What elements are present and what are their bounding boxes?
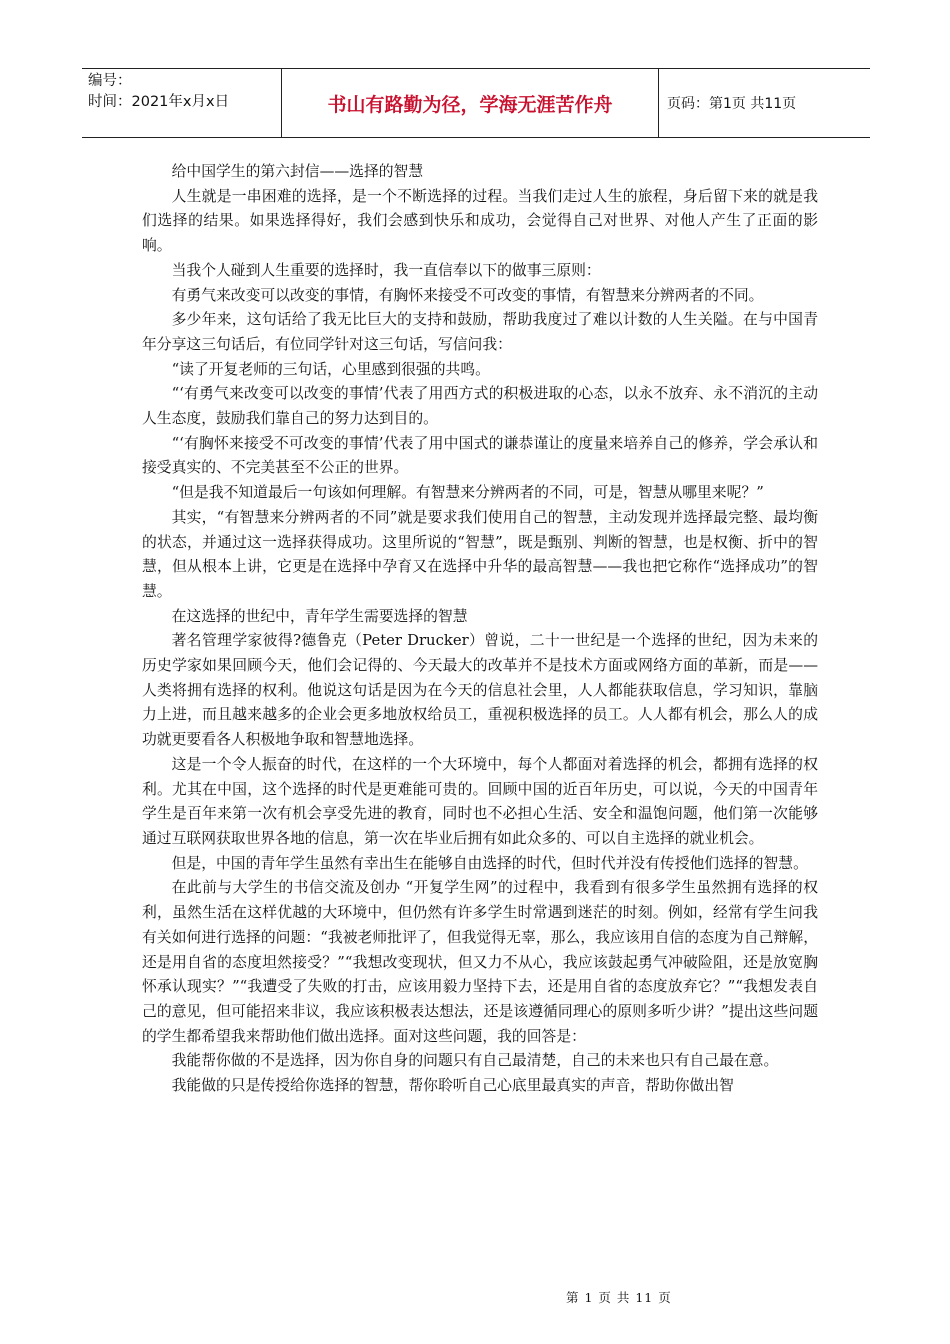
header-meta-cell <box>82 69 282 137</box>
paragraph: 多少年来，这句话给了我无比巨大的支持和鼓励，帮助我度过了难以计数的人生关隘。在与中国青年分享这三句话后，有位同学针对这三句话，写信问我： <box>142 311 818 353</box>
paragraph: “‘有勇气来改变可以改变的事情’代表了用西方式的积极进取的心态，以永不放弃、永不消沉的主动人生态度，鼓励我们靠自己的努力达到目的。 <box>142 385 818 428</box>
paragraph: 其实，“有智慧来分辨两者的不同”就是要求我们使用自己的智慧，主动发现并选择最完整、最均衡的状态，并通过这一选择获得成功。这里所说的“智慧”，既是甄别、判断的智慧，也是权衡、折中的智慧，但从根本上讲，它更是在选择中孕育又在选择中升华的最高智慧——我也把它称作“选择成功”的智慧。 <box>142 508 818 600</box>
document-number-label: 编号： <box>88 73 132 89</box>
section-heading: 在这选择的世纪中，青年学生需要选择的智慧 <box>171 607 468 625</box>
paragraph: 这是一个令人振奋的时代，在这样的一个大环境中，每个人都面对着选择的机会，都拥有选择的权利。尤其在中国，这个选择的时代是更难能可贵的。回顾中国的近百年历史，可以说，今天的中国青年学生是百年来第一次有机会享受先进的教育，同时也不必担心生活、安全和温饱问题，他们第一次能够通过互联网获取世界各地的信息，第一次在毕业后拥有如此众多的、可以自主选择的就业机会。 <box>142 755 818 847</box>
paragraph: 当我个人碰到人生重要的选择时，我一直信奉以下的做事三原则： <box>171 261 601 279</box>
paragraph: 但是，中国的青年学生虽然有幸出生在能够自由选择的时代，但时代并没有传授他们选择的智慧。 <box>171 854 808 872</box>
paragraph: 在此前与大学生的书信交流及创办 “开复学生网”的过程中，我看到有很多学生虽然拥有选择的权利，虽然生活在这样优越的大环境中，但仍然有许多学生时常遇到迷茫的时刻。例如，经常有学生问我有关如何进行选择的问题：“我被老师批评了，但我觉得无辜，那么，我应该用自信的态度为自己辩解，还是用自省的态度坦然接受？”“我想改变现状，但又力不从心，我应该鼓起勇气冲破险阻，还是放宽胸怀承认现实？”“我遭受了失败的打击，应该用毅力坚持下去，还是用自省的态度放弃它？”“我想发表自己的意见，但可能招来非议，我应该积极表达想法，还是该遵循同理心的原则多听少讲？”提出这些问题的学生都希望我来帮助他们做出选择。面对这些问题，我的回答是： <box>142 879 818 1045</box>
paragraph: “读了开复老师的三句话，心里感到很强的共鸣。 <box>171 360 490 378</box>
paragraph: 人生就是一串困难的选择，是一个不断选择的过程。当我们走过人生的旅程，身后留下来的就是我们选择的结果。如果选择得好，我们会感到快乐和成功，会觉得自己对世界、对他人产生了正面的影响。 <box>142 187 818 255</box>
paragraph: “但是我不知道最后一句该如何理解。有智慧来分辨两者的不同，可是，智慧从哪里来呢？” <box>171 484 764 502</box>
header-motto: 书山有路勤为径，学海无涯苦作舟 <box>282 69 659 137</box>
page-footer: 第 1 页 共 11 页 <box>566 1290 672 1305</box>
letter-body <box>142 160 818 1099</box>
page-header <box>82 68 870 138</box>
paragraph: 著名管理学家彼得?德鲁克（Peter Drucker）曾说，二十一世纪是一个选择的世纪，因为未来的历史学家如果回顾今天，他们会记得的、今天最大的改革并不是技术方面或网络方面的革新，而是——人类将拥有选择的权利。他说这句话是因为在今天的信息社会里，人人都能获取信息，学习知识，靠脑力上进，而且越来越多的企业会更多地放权给员工，重视积极选择的员工。人人都有机会，那么人的成功就更要看各人积极地争取和智慧地选择。 <box>142 632 818 749</box>
header-page-info: 页码：第1页 共11页 <box>667 96 797 112</box>
paragraph: 我能做的只是传授给你选择的智慧，帮你聆听自己心底里最真实的声音，帮助你做出智 <box>171 1077 734 1095</box>
letter-title: 给中国学生的第六封信——选择的智慧 <box>171 163 424 180</box>
document-date: 时间：2021年x月x日 <box>88 94 230 110</box>
paragraph: 有勇气来改变可以改变的事情，有胸怀来接受不可改变的事情，有智慧来分辨两者的不同。 <box>171 286 764 304</box>
paragraph: 我能帮你做的不是选择，因为你自身的问题只有自己最清楚，自己的未来也只有自己最在意。 <box>171 1052 779 1070</box>
paragraph: “‘有胸怀来接受不可改变的事情’代表了用中国式的谦恭谨让的度量来培养自己的修养，学会承认和接受真实的、不完美甚至不公正的世界。 <box>142 434 818 477</box>
